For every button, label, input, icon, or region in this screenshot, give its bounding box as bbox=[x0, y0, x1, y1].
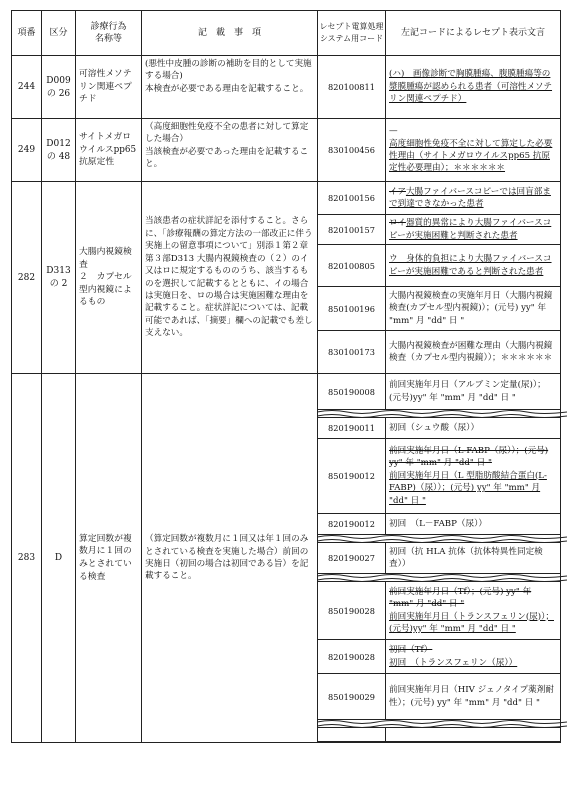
row-display: 初回（シュウ酸（尿）） bbox=[386, 418, 561, 439]
row-code: 830100173 bbox=[318, 331, 386, 374]
row-code: 820100157 bbox=[318, 215, 386, 245]
header-display: 左記コードによるレセプト表示文言 bbox=[386, 11, 561, 56]
row-name: 大腸内視鏡検査 ２ カプセル型内視鏡によるもの bbox=[76, 182, 142, 374]
row-code: 820190027 bbox=[318, 543, 386, 574]
header-name: 診療行為 名称等 bbox=[76, 11, 142, 56]
row-code: 820190011 bbox=[318, 418, 386, 439]
row-display: 初回（Tf） 初回 （トランスフェリン（尿）） bbox=[386, 640, 561, 674]
row-record: （算定回数が複数月に１回又は年１回のみとされている検査を実施した場合）前回の実施日（初回の場合は初回である旨）を記載すること。 bbox=[142, 374, 318, 743]
row-code: 820190012 bbox=[318, 514, 386, 535]
table-row bbox=[12, 56, 561, 119]
row-code: 830100456 bbox=[318, 119, 386, 182]
row-display: (ハ) 画像診断で胸膜腫瘍、腹膜腫瘍等の漿膜腫瘍が認められる患者（可溶性メソテリン関連ペプチド） bbox=[386, 56, 561, 119]
header-no: 項番 bbox=[12, 11, 42, 56]
header-row bbox=[12, 11, 561, 56]
header-record: 記 載 事 項 bbox=[142, 11, 318, 56]
row-no: 244 bbox=[12, 56, 42, 119]
row-category: D313 の 2 bbox=[42, 182, 76, 374]
row-no: 249 bbox=[12, 119, 42, 182]
row-code: 850190012 bbox=[318, 439, 386, 514]
row-code: 850190029 bbox=[318, 674, 386, 720]
row-code: 850190008 bbox=[318, 374, 386, 410]
row-record: 当該患者の症状詳記を添付すること。さらに、「診療報酬の算定方法の一部改正に伴う実施上の留意事項について」別添１第２章第３部D313 大腸内視鏡検査の（２）のイ又はロに規定するもののうち、該当するものを選択して記載するとともに、イの場合は実施日を、ロの場合は実施困難な理由を記載すること。症状詳記については、記載可能であれば、「摘要」欄への記載でも差し支えない。 bbox=[142, 182, 318, 374]
row-display: ウ 身体的負担により大腸ファイバースコピーが実施困難であると判断された患者 bbox=[386, 245, 561, 287]
row-display: 初回（抗 HLA 抗体（抗体特異性同定検査）） bbox=[386, 543, 561, 574]
table-row bbox=[12, 182, 561, 215]
row-category: D012 の 48 bbox=[42, 119, 76, 182]
row-name: 算定回数が複数月に１回のみとされている検査 bbox=[76, 374, 142, 743]
header-code: レセプト電算処理 システム用コード bbox=[318, 11, 386, 56]
row-record: (悪性中皮腫の診断の補助を目的として実施する場合) 本検査が必要である理由を記載すること。 bbox=[142, 56, 318, 119]
row-category: D bbox=[42, 374, 76, 743]
row-no: 282 bbox=[12, 182, 42, 374]
row-display bbox=[386, 742, 561, 743]
row-display: — 高度細胞性免疫不全に対して算定した必要性理由（サイトメガロウイルスpp65 抗原定性必要理由）；＊＊＊＊＊＊ bbox=[386, 119, 561, 182]
row-code bbox=[318, 728, 386, 742]
row-record: （高度細胞性免疫不全の患者に対して算定した場合） 当該検査が必要であった理由を記載すること。 bbox=[142, 119, 318, 182]
row-display: 大腸内視鏡検査が困難な理由（大腸内視鏡検査（カプセル型内視鏡））；＊＊＊＊＊＊ bbox=[386, 331, 561, 374]
row-no: 283 bbox=[12, 374, 42, 743]
row-display: 初回 （L－FABP（尿）） bbox=[386, 514, 561, 535]
row-display: 大腸内視鏡検査の実施年月日（大腸内視鏡検査(カプセル型内視鏡)）；(元号) yy" 年 "mm" 月 "dd" 日 " bbox=[386, 287, 561, 331]
row-display: 前回実施年月日（HIV ジェノタイプ薬剤耐性）；(元号) yy" 年 "mm" 月 "dd" 日 " bbox=[386, 674, 561, 720]
row-code: 820190028 bbox=[318, 640, 386, 674]
row-code: 850100196 bbox=[318, 287, 386, 331]
row-code: 850190028 bbox=[318, 582, 386, 640]
row-display bbox=[386, 728, 561, 742]
header-category: 区分 bbox=[42, 11, 76, 56]
row-category: D009 の 26 bbox=[42, 56, 76, 119]
wavy-break-line bbox=[318, 574, 561, 582]
row-display: イア大腸ファイバースコピーでは回盲部まで到達できなかった患者 bbox=[386, 182, 561, 215]
table-row bbox=[12, 374, 561, 410]
row-code: 820100156 bbox=[318, 182, 386, 215]
wavy-break-line bbox=[318, 720, 561, 728]
row-code: 820100805 bbox=[318, 245, 386, 287]
row-code bbox=[318, 742, 386, 743]
row-display: ロイ器質的異常により大腸ファイバースコピーが実施困難と判断された患者 bbox=[386, 215, 561, 245]
row-name: サイトメガロウイルスpp65抗原定性 bbox=[76, 119, 142, 182]
wavy-break-line bbox=[318, 410, 561, 418]
table-row bbox=[12, 119, 561, 182]
row-display: 前回実施年月日（Tf）；(元号) yy" 年 "mm" 月 "dd" 日 " 前回実施年月日（トランスフェリン(尿)）；(元号)yy" 年 "mm" 月 "dd" 日 " bbox=[386, 582, 561, 640]
row-name: 可溶性メソテリン関連ペプチド bbox=[76, 56, 142, 119]
row-display: 前回実施年月日（L-FABP（尿））；(元号) yy" 年 "mm" 月 "dd" 日 " 前回実施年月日（L 型脂肪酸結合蛋白(L-FABP)（尿））；(元号) yy" 年 "mm" 月 "dd" 日 " bbox=[386, 439, 561, 514]
row-display: 前回実施年月日（アルブミン定量(尿)）；(元号)yy" 年 "mm" 月 "dd" 日 " bbox=[386, 374, 561, 410]
document-page bbox=[11, 10, 560, 782]
row-code: 820100811 bbox=[318, 56, 386, 119]
wavy-break-line bbox=[318, 535, 561, 543]
receipt-code-table bbox=[11, 10, 561, 743]
